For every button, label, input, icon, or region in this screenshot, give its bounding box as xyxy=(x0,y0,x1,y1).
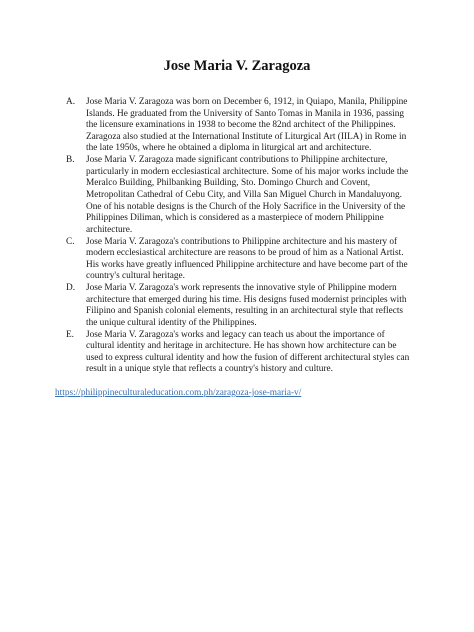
list-item xyxy=(66,155,412,236)
content-list xyxy=(66,97,412,376)
list-item xyxy=(66,97,412,155)
list-item-text: Jose Maria V. Zaragoza's work represents the innovative style of Philippine modern architecture that emerged during his time. His designs fused modernist principles with Filipino and Spanish colonial elements, resulting in an architectural style that reflects the unique cultural identity of the Philippines. xyxy=(86,283,407,328)
list-marker: E. xyxy=(66,329,75,340)
list-item xyxy=(66,330,412,376)
list-item xyxy=(66,237,412,283)
list-item-text: Jose Maria V. Zaragoza's works and legacy can teach us about the importance of cultural identity and heritage in architecture. He has shown how architecture can be used to express cultural identity and how the fusion of different architectural styles can result in a unique style that reflects a country's history and culture. xyxy=(86,329,410,375)
list-marker: A. xyxy=(66,97,76,107)
list-item-text: Jose Maria V. Zaragoza was born on December 6, 1912, in Quiapo, Manila, Philippine Islands. He graduated from the University of Santo Tomas in Manila in 1936, passing the licensure examinations in 1938 to become the 82nd architect of the Philippines. Zaragoza also studied at the International Institute of Liturgical Art (IILA) in Rome in the late 1950s, where he obtained a diploma in liturgical art and architecture. xyxy=(86,97,408,154)
list-item-text: Jose Maria V. Zaragoza's contributions to Philippine architecture and his mastery of modern ecclesiastical architecture are reasons to be proud of him as a National Artist. His works have greatly influenced Philippine architecture and have become part of the country's cultural heritage. xyxy=(86,236,408,282)
document-title: Jose Maria V. Zaragoza xyxy=(163,58,311,74)
list-marker: D. xyxy=(66,283,76,294)
list-marker: C. xyxy=(66,236,75,247)
list-item xyxy=(66,283,412,329)
list-marker: B. xyxy=(66,155,75,166)
source-link[interactable]: https://philippineculturaleducation.com.ph/zaragoza-jose-maria-v/ xyxy=(55,388,302,398)
list-item-text: Jose Maria V. Zaragoza made significant contributions to Philippine architecture, particularly in modern ecclesiastical architecture. Some of his major works include the Meralco Building, Philbanking Building, Sto. Domingo Church and Covent, Metropolitan Cathedral of Cebu City, and Villa San Miguel Church in Mandaluyong. One of his notable designs is the Church of the Holy Sacrifice in the University of the Philippines Diliman, which is considered as a masterpiece of modern Philippine architecture. xyxy=(86,155,409,235)
